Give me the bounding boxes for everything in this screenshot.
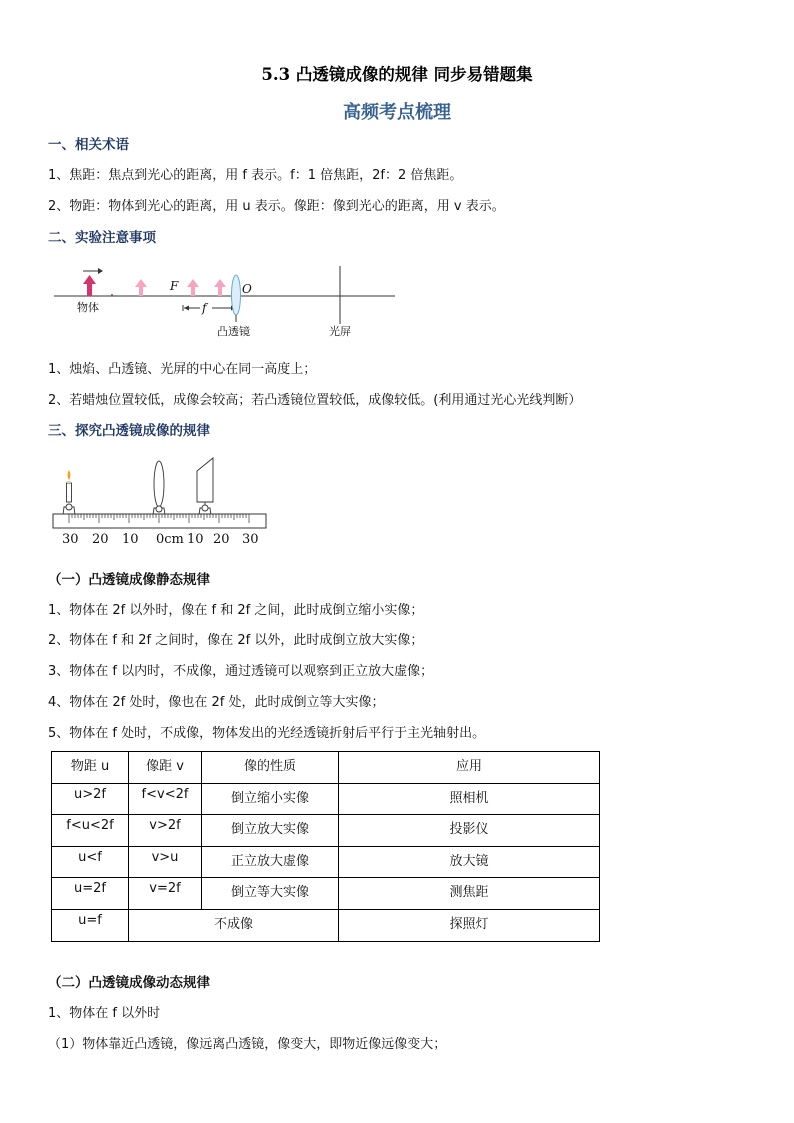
ruler-label-30-right: 30 xyxy=(242,532,259,547)
direction-arrow-head xyxy=(98,268,103,274)
lens-label: 凸透镜 xyxy=(217,325,250,338)
table-row xyxy=(52,846,600,878)
note-1: 1、烛焰、凸透镜、光屏的中心在同一高度上； xyxy=(48,362,317,377)
table-header: 物距 u xyxy=(52,752,129,784)
table-cell: v>2f xyxy=(129,815,202,847)
candle-flame xyxy=(68,470,71,480)
section-heading-explore: 三、探究凸透镜成像的规律 xyxy=(48,423,210,439)
image-arrow-3-head xyxy=(214,279,226,287)
ruler-label-zero: 0cm xyxy=(156,532,184,547)
ruler-label-10-left: 10 xyxy=(122,532,139,547)
subheading-static-rules: （一）凸透镜成像静态规律 xyxy=(48,572,210,588)
ruler-bench-diagram xyxy=(50,455,270,547)
table-cell: v=2f xyxy=(129,878,202,910)
table-cell: 放大镜 xyxy=(339,846,600,878)
table-header: 像距 v xyxy=(129,752,202,784)
ruler-label-10-right: 10 xyxy=(187,532,204,547)
subheading-dynamic-rules: （二）凸透镜成像动态规律 xyxy=(48,975,210,991)
ruler-label-20-right: 20 xyxy=(213,532,230,547)
imaging-rules-table xyxy=(51,751,600,942)
ruler-screen xyxy=(197,458,213,502)
table-row xyxy=(52,815,600,847)
ruler-label-30-left: 30 xyxy=(62,532,79,547)
table-header: 像的性质 xyxy=(202,752,339,784)
table-row xyxy=(52,783,600,815)
table-cell: v>u xyxy=(129,846,202,878)
table-cell: 照相机 xyxy=(339,783,600,815)
candle-body xyxy=(67,483,72,502)
convex-lens-shape xyxy=(232,275,241,315)
rule-4: 4、物体在 2f 处时，像也在 2f 处，此时成倒立等大实像； xyxy=(48,695,385,710)
rule-2: 2、物体在 f 和 2f 之间时，像在 2f 以外，此时成倒立放大实像； xyxy=(48,633,424,648)
term-focal-length: 1、焦距：焦点到光心的距离，用 f 表示。f：1 倍焦距，2f：2 倍焦距。 xyxy=(48,168,463,183)
section-heading-experiment-notes: 二、实验注意事项 xyxy=(48,230,156,246)
table-row xyxy=(52,878,600,910)
note-2: 2、若蜡烛位置较低，成像会较高；若凸透镜位置较低，成像较低。(利用通过光心光线判断） xyxy=(48,393,582,408)
object-arrow-head xyxy=(83,275,96,284)
table-cell: u>2f xyxy=(52,783,129,815)
table-row xyxy=(52,909,600,941)
table-header: 应用 xyxy=(339,752,600,784)
table-cell: 投影仪 xyxy=(339,815,600,847)
table-cell: 倒立放大实像 xyxy=(202,815,339,847)
object-arrow-stem xyxy=(87,283,92,296)
ruler-convex-lens xyxy=(154,461,164,507)
screen-label: 光屏 xyxy=(329,325,351,338)
table-cell: 测焦距 xyxy=(339,878,600,910)
image-arrow-3-stem xyxy=(218,286,222,296)
optical-bench-diagram xyxy=(50,262,400,342)
dynamic-rule-1: 1、物体在 f 以外时 xyxy=(48,1006,161,1021)
image-arrow-1-stem xyxy=(139,286,143,296)
table-cell: 倒立等大实像 xyxy=(202,878,339,910)
table-cell: u<f xyxy=(52,846,129,878)
image-arrow-2-stem xyxy=(191,286,195,296)
table-cell: 倒立缩小实像 xyxy=(202,783,339,815)
image-arrow-2-head xyxy=(187,279,199,287)
focus-label: F xyxy=(170,279,179,293)
table-cell: 正立放大虚像 xyxy=(202,846,339,878)
object-dot xyxy=(111,294,113,296)
rule-1: 1、物体在 2f 以外时，像在 f 和 2f 之间，此时成倒立缩小实像； xyxy=(48,603,424,618)
image-arrow-1-head xyxy=(135,279,147,287)
ruler-label-20-left: 20 xyxy=(92,532,109,547)
optical-center-label: O xyxy=(242,282,252,296)
table-header-row xyxy=(52,752,600,784)
table-cell: f<v<2f xyxy=(129,783,202,815)
table-cell: u=f xyxy=(52,909,129,941)
table-cell: f<u<2f xyxy=(52,815,129,847)
term-object-distance: 2、物距：物体到光心的距离，用 u 表示。像距：像到光心的距离，用 v 表示。 xyxy=(48,199,505,214)
object-label: 物体 xyxy=(77,301,99,314)
table-cell: u=2f xyxy=(52,878,129,910)
page-subtitle: 高频考点梳理 xyxy=(343,102,451,123)
table-cell: 不成像 xyxy=(129,909,339,941)
page-title: 5.3 凸透镜成像的规律 同步易错题集 xyxy=(261,65,533,84)
focal-length-label: f xyxy=(202,301,207,315)
rule-3: 3、物体在 f 以内时，不成像，通过透镜可以观察到正立放大虚像； xyxy=(48,664,434,679)
section-heading-terms: 一、相关术语 xyxy=(48,137,129,153)
table-cell: 探照灯 xyxy=(339,909,600,941)
dynamic-rule-1-1: （1）物体靠近凸透镜，像远离凸透镜，像变大，即物近像远像变大； xyxy=(48,1037,447,1052)
rule-5: 5、物体在 f 处时，不成像，物体发出的光经透镜折射后平行于主光轴射出。 xyxy=(48,726,486,741)
